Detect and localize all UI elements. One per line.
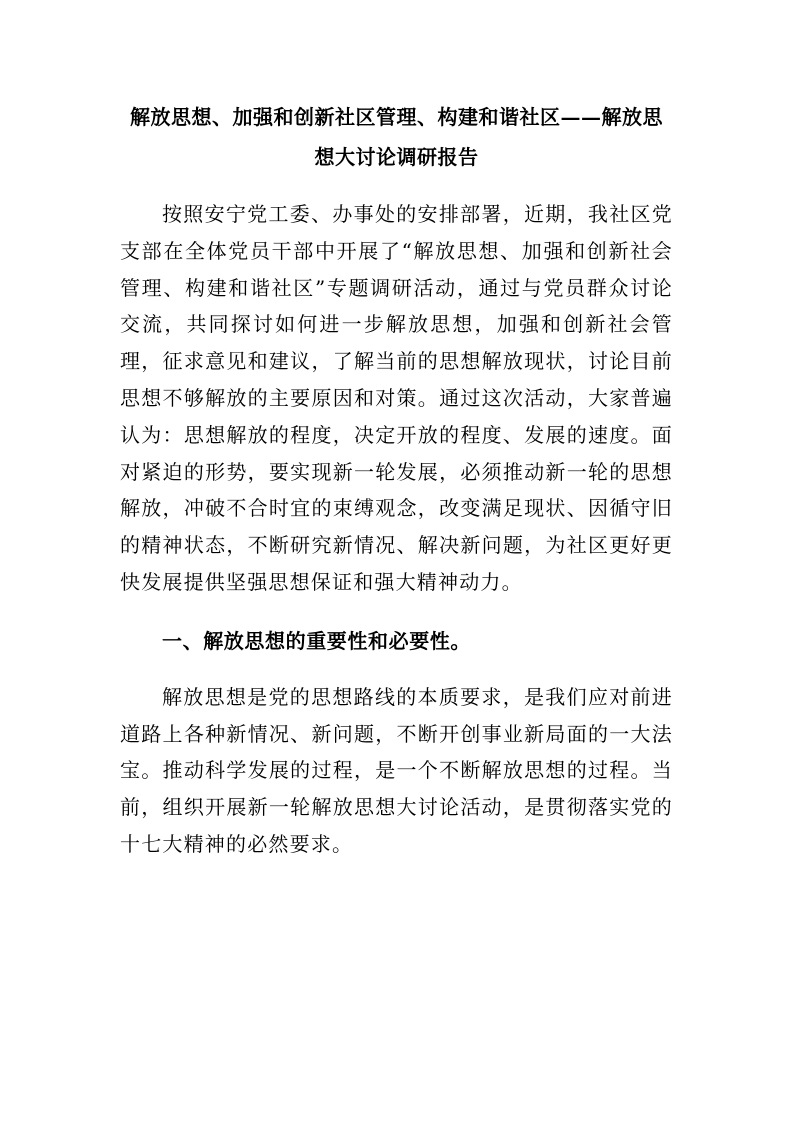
section-1-heading: 一、解放思想的重要性和必要性。	[162, 628, 471, 653]
intro-paragraph: 按照安宁党工委、办事处的安排部署，近期，我社区党支部在全体党员干部中开展了“解放思想、加强和创新社会管理、构建和谐社区”专题调研活动，通过与党员群众讨论交流，共同探讨如何进一步解放思想，加强和创新社会管理，征求意见和建议，了解当前的思想解放现状，讨论目前思想不够解放的主要原因和对策。通过这次活动，大家普遍认为：思想解放的程度，决定开放的程度、发展的速度。面对紧迫的形势，要实现新一轮发展，必须推动新一轮的思想解放，冲破不合时宜的束缚观念，改变满足现状、因循守旧的精神状态，不断研究新情况、解决新问题，为社区更好更快发展提供坚强思想保证和强大精神动力。	[120, 202, 673, 594]
document-title: 解放思想、加强和创新社区管理、构建和谐社区——解放思想大讨论调研报告	[130, 105, 663, 169]
section-1-paragraph: 解放思想是党的思想路线的本质要求，是我们应对前进道路上各种新情况、新问题，不断开创事业新局面的一大法宝。推动科学发展的过程，是一个不断解放思想的过程。当前，组织开展新一轮解放思想大讨论活动，是贯彻落实党的十七大精神的必然要求。	[120, 684, 673, 856]
document-body	[120, 97, 673, 863]
